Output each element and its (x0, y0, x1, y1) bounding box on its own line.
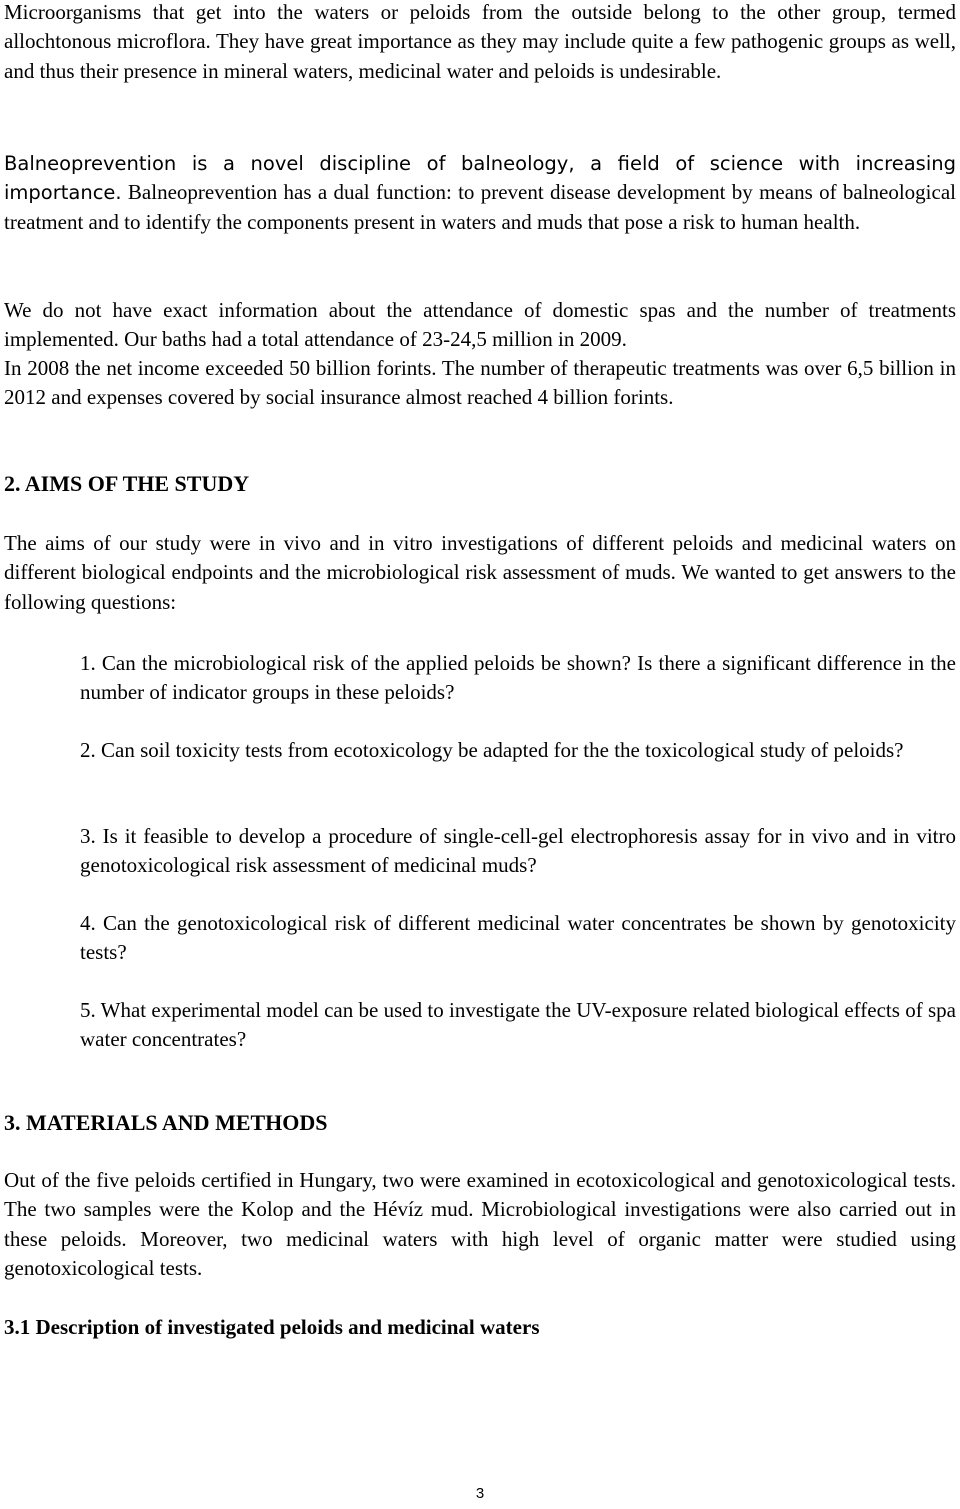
question-item (80, 996, 956, 1055)
question-item (80, 736, 956, 765)
paragraph-allochtonous-microflora: Microorganisms that get into the waters or peloids from the outside belong to the other group, termed allochtonous microflora. They have great importance as they may include quite a few pathogenic groups as well, and thus their presence in mineral waters, medicinal water and peloids is undesirable. (4, 0, 956, 83)
paragraph-net-income: In 2008 the net income exceeded 50 billion forints. The number of therapeutic treatments was over 6,5 billion in 2012 and expenses covered by social insurance almost reached 4 billion forints. (4, 356, 956, 410)
paragraph-materials-methods: Out of the five peloids certified in Hungary, two were examined in ecotoxicological and genotoxicological tests. The two samples were the Kolop and the Hévíz mud. Microbiological investigations were also carried out in these peloids. Moreover, two medicinal waters with high level of organic matter were studied using genotoxicological tests. (4, 1168, 956, 1281)
paragraph-balneoprevention-rest: Balneoprevention has a dual function: to prevent disease development by means of balneological treatment and to identify the components present in waters and muds that pose a risk to human health. (4, 180, 956, 234)
section-heading-materials-methods: 3. MATERIALS AND METHODS (4, 1110, 328, 1135)
paragraph-balneoprevention (4, 149, 956, 237)
section-heading-aims: 2. AIMS OF THE STUDY (4, 471, 250, 496)
paragraph-aims-intro: The aims of our study were in vivo and in vitro investigations of different peloids and medicinal waters on different biological endpoints and the microbiological risk assessment of muds. We wanted to get answers to the following questions: (4, 531, 956, 614)
question-text: 5. What experimental model can be used to investigate the UV-exposure related biological effects of spa water concentrates? (80, 998, 956, 1052)
question-text: 1. Can the microbiological risk of the applied peloids be shown? Is there a significant difference in the number of indicator groups in these peloids? (80, 651, 956, 705)
question-text: 4. Can the genotoxicological risk of different medicinal water concentrates be shown by genotoxicity tests? (80, 911, 956, 965)
question-item (80, 909, 956, 968)
subsection-heading-peloids: 3.1 Description of investigated peloids and medicinal waters (4, 1315, 540, 1339)
paragraph-spa-attendance: We do not have exact information about the attendance of domestic spas and the number of treatments implemented. Our baths had a total attendance of 23-24,5 million in 2009. (4, 298, 956, 352)
question-text: 3. Is it feasible to develop a procedure of single-cell-gel electrophoresis assay for in vivo and in vitro genotoxicological risk assessment of medicinal muds? (80, 824, 956, 878)
question-text: 2. Can soil toxicity tests from ecotoxicology be adapted for the the toxicological study of peloids? (80, 738, 904, 762)
question-item (80, 649, 956, 708)
paragraph-balneoprevention-lead: Balneoprevention is a novel discipline of balneology, a field of science with increasing importance. (4, 152, 956, 205)
page-number: 3 (475, 1485, 485, 1502)
question-item (80, 822, 956, 881)
